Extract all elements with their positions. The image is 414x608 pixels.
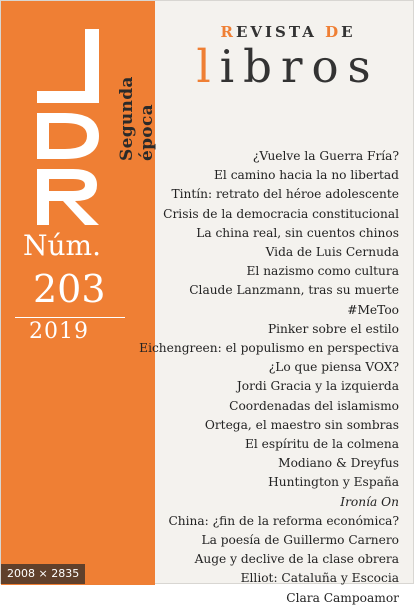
masthead-revista-de: REVISTA DE	[220, 23, 356, 41]
issue-year: 2019	[29, 319, 89, 344]
subtitle-segunda-epoca: Segunda época	[117, 76, 157, 161]
contents-item: La china real, sin cuentos chinos	[196, 225, 399, 240]
contents-item: El nazismo como cultura	[246, 264, 399, 279]
contents-item: Coordenadas del islamismo	[229, 398, 399, 413]
contents-item: Ortega, el maestro sin sombras	[204, 417, 399, 432]
contents-item: El camino hacia la no libertad	[214, 168, 399, 183]
contents-item: Vida de Luis Cernuda	[265, 245, 399, 260]
spine-divider	[15, 317, 125, 318]
image-size-badge: 2008 × 2835	[1, 564, 85, 584]
contents-item: Eichengreen: el populismo en perspectiva	[139, 341, 399, 356]
contents-item: China: ¿fin de la reforma económica?	[168, 513, 399, 528]
contents-item: Crisis de la democracia constitucional	[163, 206, 399, 221]
logo-letter-r	[37, 169, 99, 225]
rdl-logo	[31, 21, 107, 231]
contents-item: Tintín: retrato del héroe adolescente	[171, 187, 399, 202]
contents-item: Pinker sobre el estilo	[267, 321, 399, 336]
contents-item: La poesía de Guillermo Carnero	[201, 533, 399, 548]
orange-spine	[1, 1, 155, 585]
masthead-libros	[181, 39, 395, 95]
contents-item: ¿Vuelve la Guerra Fría?	[252, 149, 399, 163]
contents-item: Auge y declive de la clase obrera	[194, 552, 399, 567]
logo-letter-l	[37, 29, 99, 103]
table-of-contents	[139, 147, 399, 608]
contents-item: Huntington y España	[268, 475, 399, 490]
contents-item: Claude Lanzmann, tras su muerte	[189, 283, 399, 298]
contents-item: Ironía On	[340, 494, 399, 509]
issue-number: 203	[33, 267, 106, 311]
contents-item: ¿Lo que piensa VOX?	[268, 360, 399, 375]
issue-label: Núm.	[23, 229, 101, 262]
contents-item: #MeToo	[347, 302, 399, 317]
contents-item: Clara Campoamor	[286, 590, 399, 605]
contents-item: Jordi Gracia y la izquierda	[236, 379, 399, 394]
logo-letter-d	[37, 113, 99, 159]
masthead-l: l	[196, 40, 220, 93]
contents-item: Modiano & Dreyfus	[278, 456, 399, 471]
masthead-ibros: ibros	[219, 40, 380, 93]
contents-item: Elliot: Cataluña y Escocia	[240, 571, 399, 586]
contents-item: El espíritu de la colmena	[244, 437, 399, 452]
